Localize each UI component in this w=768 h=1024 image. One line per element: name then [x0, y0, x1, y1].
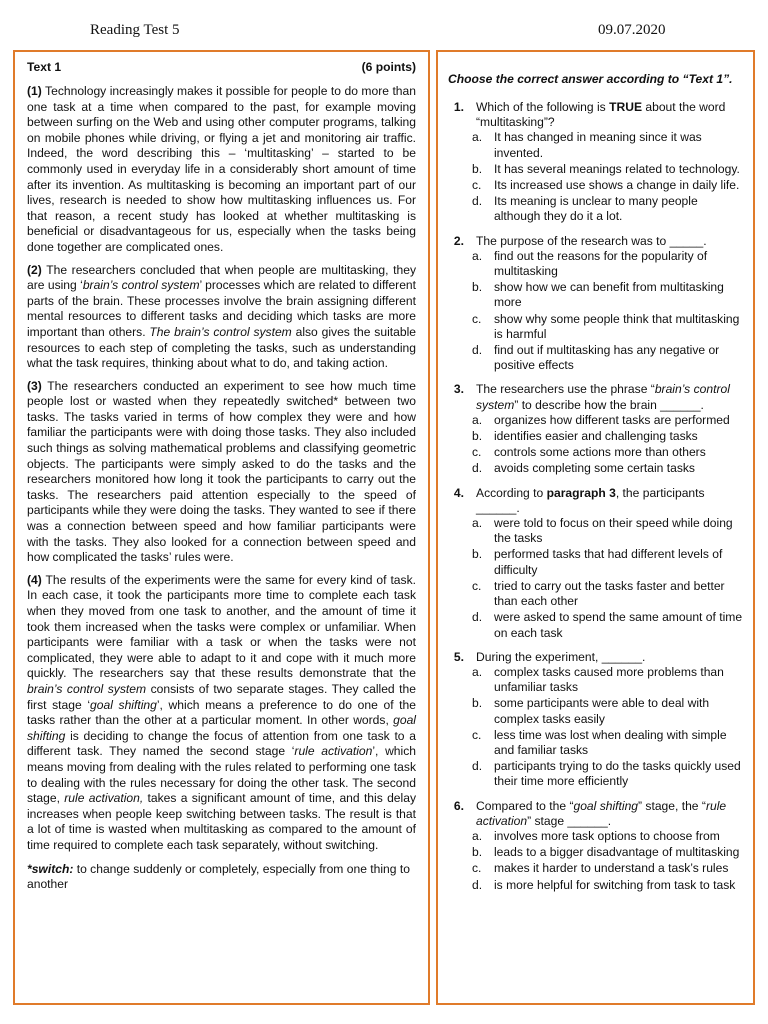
option-letter: b. — [472, 547, 483, 562]
paragraph-text: consists of two separate stages. They called the first stage ‘ — [27, 681, 416, 712]
option-text: participants trying to do the tasks quickly used their time more efficiently — [494, 759, 741, 789]
option-letter: b. — [472, 429, 483, 444]
test-date: 09.07.2020 — [598, 22, 666, 38]
paragraph-number: (3) — [27, 378, 42, 393]
option-letter: c. — [472, 861, 482, 876]
question-2 — [448, 234, 743, 374]
answer-option[interactable] — [472, 461, 743, 476]
paragraph-2 — [27, 263, 416, 372]
option-letter: c. — [472, 578, 482, 593]
option-text: performed tasks that had different levels of difficulty — [494, 547, 723, 577]
footnote-definition: to change suddenly or completely, especially from one thing to another — [27, 861, 410, 892]
option-text: complex tasks caused more problems than unfamiliar tasks — [494, 664, 724, 695]
emphasis: rule activation — [476, 798, 727, 828]
question-1 — [448, 100, 743, 225]
option-letter: d. — [472, 461, 483, 476]
answer-option[interactable] — [472, 547, 743, 577]
emphasis: TRUE — [609, 100, 643, 114]
test-title: Reading Test 5 — [90, 22, 180, 38]
question-number: 3. — [453, 382, 464, 397]
option-text: some participants were able to deal with complex tasks easily — [494, 696, 710, 726]
answer-option[interactable] — [472, 845, 743, 860]
paragraph-text: The researchers conducted an experiment to see how much time people lost or wasted when they repeatedly switched* between two tasks. The tasks varied in terms of how complex they were and how familiar the participants were with doing those tasks. They also included such things as solving mathematical problems and classifying geometric objects. The participants were simply asked to do the tasks and the researchers monitored how long it took the participants to carry out the tasks. The researchers paid attention especially to the speed of participants while they were doing the tasks. They wanted to see if there was a connection between speed and how familiar participants were with the tasks. They also looked for a connection between speed and how complicated the tasks’ rules were. — [27, 378, 416, 565]
question-text: The purpose of the research was to _____. — [476, 233, 707, 248]
paragraph-number: (4) — [27, 572, 42, 587]
paragraph-text: ’, which means a preference to do one of the tasks rather than the other at a particular moment. In other words, — [27, 697, 416, 728]
answer-option[interactable] — [472, 413, 743, 428]
paragraph-text: also gives the suitable resources to each step of completing the tasks, such as understanding what the task requires, thinking about what to do, and taking action. — [27, 324, 416, 371]
emphasis: brain’s control system — [27, 681, 147, 696]
question-4 — [448, 486, 743, 641]
option-letter: b. — [472, 845, 483, 860]
question-text-part: Compared to the “ — [476, 798, 574, 813]
option-letter: a. — [472, 828, 483, 843]
question-text-part: ” stage ______. — [527, 813, 612, 828]
option-letter: d. — [472, 610, 483, 625]
paragraph-text: The researchers concluded that when people are multitasking, they are using ‘ — [27, 262, 416, 293]
option-letter: a. — [472, 516, 483, 531]
paragraph-number: (2) — [27, 262, 42, 277]
option-text: It has changed in meaning since it was invented. — [494, 130, 702, 160]
option-letter: b. — [472, 696, 483, 711]
question-text-part: The researchers use the phrase “ — [476, 382, 655, 397]
answer-option[interactable] — [472, 829, 743, 844]
page-header — [0, 22, 768, 46]
option-letter: d. — [472, 194, 483, 209]
question-3 — [448, 382, 743, 476]
paragraph-1 — [27, 84, 416, 256]
question-number: 5. — [453, 649, 464, 664]
paragraph-text: takes a significant amount of time, and this delay increases when people keep switching between tasks. The result is that a lot of time is wasted when multitasking as compared to the amount of time required to complete each task separately, without switching. — [27, 791, 416, 852]
answer-option[interactable] — [472, 728, 743, 758]
question-text-part: ” to describe how the brain ______. — [514, 397, 704, 412]
question-text — [476, 486, 743, 516]
option-text: involves more task options to choose from — [494, 828, 720, 843]
emphasis: goal shifting — [90, 697, 157, 712]
question-text — [476, 799, 743, 829]
option-letter: c. — [472, 445, 482, 460]
answer-option[interactable] — [472, 429, 743, 444]
text-title: Text 1 — [27, 60, 62, 74]
answer-option[interactable] — [472, 861, 743, 876]
answer-option[interactable] — [472, 130, 743, 160]
option-text: organizes how different tasks are performed — [494, 412, 730, 427]
option-letter: a. — [472, 412, 483, 427]
question-text — [476, 382, 743, 412]
option-letter: b. — [472, 161, 483, 176]
question-number: 1. — [453, 100, 464, 114]
option-letter: c. — [472, 178, 482, 193]
answer-option[interactable] — [472, 280, 743, 310]
option-text: were told to focus on their speed while doing the tasks — [494, 516, 733, 546]
paragraph-text: is deciding to change the focus of attention from one task to a different task. They named the second stage ‘ — [27, 728, 416, 759]
option-text: show why some people think that multitasking is harmful — [494, 311, 740, 341]
emphasis: goal shifting — [27, 713, 416, 743]
question-text: During the experiment, ______. — [476, 649, 646, 664]
question-text-part: ” stage, the “ — [638, 798, 706, 813]
question-6 — [448, 799, 743, 893]
option-text: find out if multitasking has any negative or positive effects — [494, 343, 720, 373]
answer-option[interactable] — [472, 878, 743, 893]
option-letter: d. — [472, 877, 483, 892]
option-text: avoids completing some certain tasks — [494, 461, 695, 476]
option-text: makes it harder to understand a task’s rules — [494, 861, 729, 876]
answer-option[interactable] — [472, 178, 743, 193]
paragraph-4 — [27, 573, 416, 854]
question-text — [476, 100, 743, 130]
option-letter: a. — [472, 130, 483, 145]
questions-panel — [436, 50, 755, 1005]
answer-option[interactable] — [472, 696, 743, 726]
answer-option[interactable] — [472, 759, 743, 789]
emphasis: brain’s control system — [476, 382, 730, 412]
option-text: less time was lost when dealing with simple and familiar tasks — [494, 727, 727, 757]
answer-option[interactable] — [472, 579, 743, 609]
option-letter: a. — [472, 664, 483, 679]
paragraph-text: ’, which means moving from dealing with the rules related to performing one task to dealing with the rules necessary for doing the other task. The second stage, — [27, 744, 416, 806]
paragraph-3 — [27, 379, 416, 566]
question-text-part: , the participants ______. — [476, 485, 705, 515]
option-text: find out the reasons for the popularity of multitasking — [494, 248, 708, 279]
option-text: is more helpful for switching from task to task — [494, 877, 736, 892]
answer-option[interactable] — [472, 194, 743, 224]
emphasis: goal shifting — [573, 798, 639, 813]
question-number: 4. — [453, 485, 464, 500]
option-letter: d. — [472, 343, 483, 358]
instructions: Choose the correct answer according to “Text 1”. — [448, 72, 733, 86]
option-letter: c. — [472, 727, 482, 742]
emphasis: rule activation — [294, 744, 373, 759]
option-letter: b. — [472, 280, 483, 295]
answer-option[interactable] — [472, 343, 743, 373]
answer-option[interactable] — [472, 162, 743, 177]
emphasis: paragraph 3 — [546, 485, 616, 500]
question-text-part: According to — [476, 485, 547, 500]
question-number: 2. — [453, 233, 464, 248]
text-1-panel — [13, 50, 430, 1005]
points-label: (6 points) — [361, 60, 416, 74]
option-text: leads to a bigger disadvantage of multitasking — [494, 845, 740, 860]
paragraph-text: ’ processes which are related to different parts of the brain. These processes involve the brain assigning different mental resources to different tasks and deciding which tasks are more important than others. — [27, 278, 417, 339]
option-text: were asked to spend the same amount of time on each task — [494, 610, 743, 640]
emphasis: brain’s control system — [82, 278, 200, 293]
option-letter: a. — [472, 248, 483, 263]
paragraph-text: The results of the experiments were the same for every kind of task. In each case, it took the participants more time to complete each task when they moved from one task to another, and the amount of time it took them increased when the tasks were complex or unfamiliar. When participants were familiar with a task or when the tasks were not complicated, they were able to adapt to it and cope with it much more quickly. The researchers say that these results demonstrate that the — [27, 572, 416, 681]
answer-option[interactable] — [472, 665, 743, 695]
option-text: identifies easier and challenging tasks — [494, 429, 698, 444]
option-letter: d. — [472, 759, 483, 774]
paragraph-text: Technology increasingly makes it possible for people to do more than one task at a time when compared to the past, for example moving between surfing on the Web and using other computer programs, talking on mobile phones while driving, or flying a jet and monitoring air traffic. Indeed, the word describing this – ‘multitasking’ – started to be commonly used in everyday life in a considerably short amount of time after its invention. As multitasking is becoming an important part of our lives, research is needed to show how multitasking influences us. For that reason, a recent study has looked at whether multitasking is beneficial or disadvantageous for us, especially when the tasks being done together are complicated ones. — [27, 84, 416, 254]
answer-option[interactable] — [472, 610, 743, 640]
answer-option[interactable] — [472, 445, 743, 460]
answer-option[interactable] — [472, 516, 743, 546]
option-text: controls some actions more than others — [494, 445, 706, 460]
paragraph-number: (1) — [27, 84, 42, 98]
option-text: It has several meanings related to technology. — [494, 161, 740, 176]
option-text: Its increased use shows a change in daily life. — [494, 178, 740, 193]
option-text: Its meaning is unclear to many people although they do it a lot. — [494, 194, 698, 224]
question-5 — [448, 650, 743, 790]
footnote-term: *switch: — [27, 861, 74, 876]
footnote — [27, 862, 416, 893]
question-number: 6. — [453, 798, 464, 813]
question-text-part: Which of the following is — [476, 100, 610, 114]
option-text: show how we can benefit from multitasking more — [494, 280, 724, 310]
question-text-part: about the word “multitasking”? — [476, 100, 726, 130]
answer-option[interactable] — [472, 249, 743, 279]
option-letter: c. — [472, 311, 482, 326]
emphasis: rule activation, — [64, 791, 144, 806]
emphasis: The brain’s control system — [149, 324, 292, 339]
text-1-heading — [27, 60, 416, 74]
answer-option[interactable] — [472, 312, 743, 342]
option-text: tried to carry out the tasks faster and better than each other — [494, 578, 725, 609]
